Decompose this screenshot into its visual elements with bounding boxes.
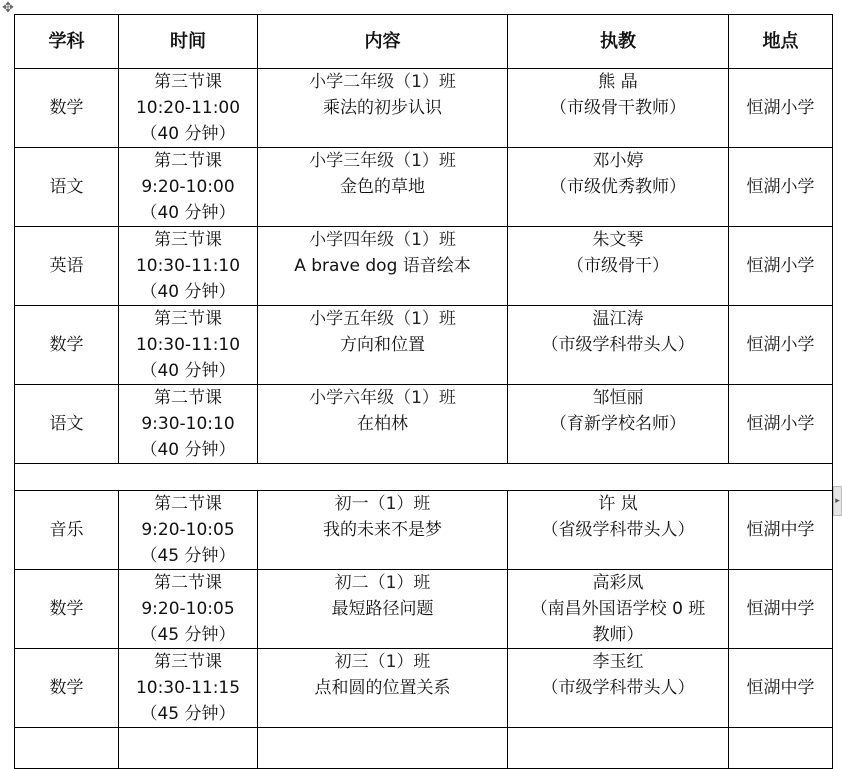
teacher-cell: 熊 晶 （市级骨干教师） <box>508 69 729 148</box>
table-row <box>15 69 833 148</box>
location-cell: 恒湖中学 <box>729 491 833 570</box>
location-cell: 恒湖小学 <box>729 385 833 464</box>
time-cell: 第三节课 10:30-11:10 （40 分钟） <box>119 306 258 385</box>
time-cell: 第二节课 9:20-10:05 （45 分钟） <box>119 570 258 649</box>
subject-cell: 数学 <box>15 649 119 728</box>
table-row <box>15 148 833 227</box>
subject-cell: 数学 <box>15 570 119 649</box>
time-cell: 第三节课 10:30-11:10 （40 分钟） <box>119 227 258 306</box>
subject-cell: 语文 <box>15 148 119 227</box>
time-cell: 第二节课 9:20-10:00 （40 分钟） <box>119 148 258 227</box>
subject-cell: 音乐 <box>15 491 119 570</box>
subject-cell: 数学 <box>15 69 119 148</box>
content-cell: 小学三年级（1）班 金色的草地 <box>258 148 508 227</box>
table-move-handle-icon[interactable]: ✥ <box>2 0 14 16</box>
content-cell: 小学五年级（1）班 方向和位置 <box>258 306 508 385</box>
table-row <box>15 491 833 570</box>
table-resize-handle-icon[interactable]: ▸ <box>833 486 842 516</box>
table-row <box>15 385 833 464</box>
table-row <box>15 570 833 649</box>
header-teacher: 执教 <box>508 15 729 69</box>
location-cell: 恒湖小学 <box>729 306 833 385</box>
table-row <box>15 306 833 385</box>
subject-cell: 数学 <box>15 306 119 385</box>
header-row <box>15 15 833 69</box>
time-cell: 第三节课 10:30-11:15 （45 分钟） <box>119 649 258 728</box>
schedule-table <box>14 14 833 769</box>
content-cell: 初一（1）班 我的未来不是梦 <box>258 491 508 570</box>
table-row <box>15 227 833 306</box>
header-content: 内容 <box>258 15 508 69</box>
content-cell: 小学四年级（1）班 A brave dog 语音绘本 <box>258 227 508 306</box>
table-row-partial <box>15 728 833 769</box>
location-cell: 恒湖中学 <box>729 570 833 649</box>
location-cell: 恒湖中学 <box>729 649 833 728</box>
teacher-cell: 温江涛 （市级学科带头人） <box>508 306 729 385</box>
teacher-cell: 李玉红 （市级学科带头人） <box>508 649 729 728</box>
teacher-cell: 邹恒丽 （育新学校名师） <box>508 385 729 464</box>
header-subject: 学科 <box>15 15 119 69</box>
subject-cell: 语文 <box>15 385 119 464</box>
header-location: 地点 <box>729 15 833 69</box>
spacer-cell <box>15 464 833 491</box>
time-cell: 第三节课 10:20-11:00 （40 分钟） <box>119 69 258 148</box>
content-cell: 小学二年级（1）班 乘法的初步认识 <box>258 69 508 148</box>
location-cell: 恒湖小学 <box>729 227 833 306</box>
content-cell: 小学六年级（1）班 在柏林 <box>258 385 508 464</box>
location-cell: 恒湖小学 <box>729 69 833 148</box>
teacher-cell: 许 岚 （省级学科带头人） <box>508 491 729 570</box>
content-cell: 初三（1）班 点和圆的位置关系 <box>258 649 508 728</box>
location-cell: 恒湖小学 <box>729 148 833 227</box>
header-time: 时间 <box>119 15 258 69</box>
time-cell: 第二节课 9:20-10:05 （45 分钟） <box>119 491 258 570</box>
time-cell: 第二节课 9:30-10:10 （40 分钟） <box>119 385 258 464</box>
table-row <box>15 649 833 728</box>
teacher-cell: 朱文琴 （市级骨干） <box>508 227 729 306</box>
teacher-cell: 高彩凤 （南昌外国语学校 0 班 教师） <box>508 570 729 649</box>
teacher-cell: 邓小婷 （市级优秀教师） <box>508 148 729 227</box>
content-cell: 初二（1）班 最短路径问题 <box>258 570 508 649</box>
spacer-row <box>15 464 833 491</box>
subject-cell: 英语 <box>15 227 119 306</box>
